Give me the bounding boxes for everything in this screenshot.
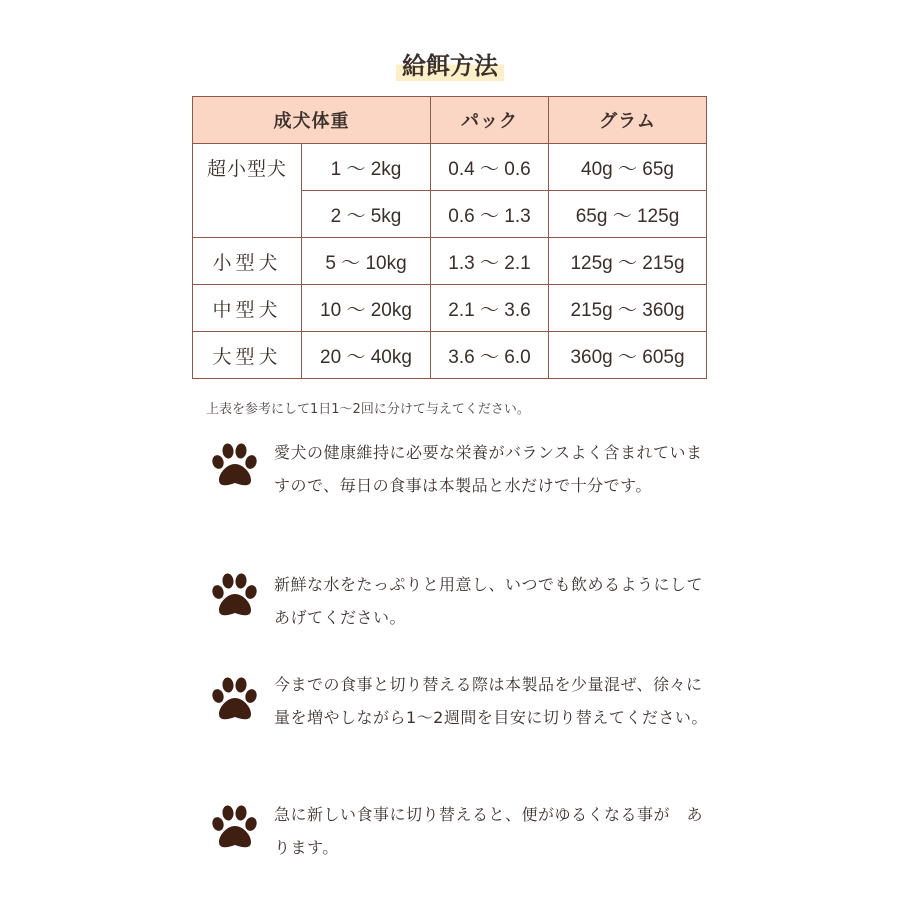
gram-cell: 65g 〜 125g [549, 191, 707, 238]
gram-cell: 360g 〜 605g [549, 332, 707, 379]
pack-cell: 1.3 〜 2.1 [431, 238, 549, 285]
weight-cell: 5 〜 10kg [302, 238, 431, 285]
paw-icon [210, 572, 260, 618]
header-gram: グラム [549, 97, 707, 144]
weight-cell: 1 〜 2kg [302, 144, 431, 191]
paw-icon [210, 442, 260, 488]
pack-cell: 3.6 〜 6.0 [431, 332, 549, 379]
weight-cell: 10 〜 20kg [302, 285, 431, 332]
tip-text: 新鮮な水をたっぷりと用意し、いつでも飲めるようにしてあげてください。 [274, 575, 704, 627]
category-cell: 小型犬 [193, 238, 302, 285]
weight-cell: 2 〜 5kg [302, 191, 431, 238]
table-row [193, 144, 707, 191]
paw-icon [210, 676, 260, 722]
weight-cell: 20 〜 40kg [302, 332, 431, 379]
pack-cell: 0.6 〜 1.3 [431, 191, 549, 238]
title-wrap [0, 44, 900, 81]
tip-text: 急に新しい食事に切り替えると、便がゆるくなる事が あります。 [274, 805, 704, 857]
header-weight: 成犬体重 [193, 97, 431, 144]
table-row [193, 238, 707, 285]
header-pack: パック [431, 97, 549, 144]
category-cell: 大型犬 [193, 332, 302, 379]
category-cell: 超小型犬 [193, 144, 302, 238]
page-title: 給餌方法 [396, 44, 504, 81]
gram-cell: 40g 〜 65g [549, 144, 707, 191]
gram-cell: 125g 〜 215g [549, 238, 707, 285]
table-header-row [193, 97, 707, 144]
feeding-table [192, 96, 707, 379]
pack-cell: 2.1 〜 3.6 [431, 285, 549, 332]
paw-icon [210, 804, 260, 850]
gram-cell: 215g 〜 360g [549, 285, 707, 332]
category-cell: 中型犬 [193, 285, 302, 332]
table-row [193, 285, 707, 332]
table-note: 上表を参考にして1日1〜2回に分けて与えてください。 [206, 402, 530, 417]
tip-text: 今までの食事と切り替える際は本製品を少量混ぜ、徐々に量を増やしながら1〜2週間を目安に切り替えてください。 [274, 675, 708, 727]
pack-cell: 0.4 〜 0.6 [431, 144, 549, 191]
table-row [193, 332, 707, 379]
tip-text: 愛犬の健康維持に必要な栄養がバランスよく含まれていますので、毎日の食事は本製品と水だけで十分です。 [274, 443, 703, 495]
